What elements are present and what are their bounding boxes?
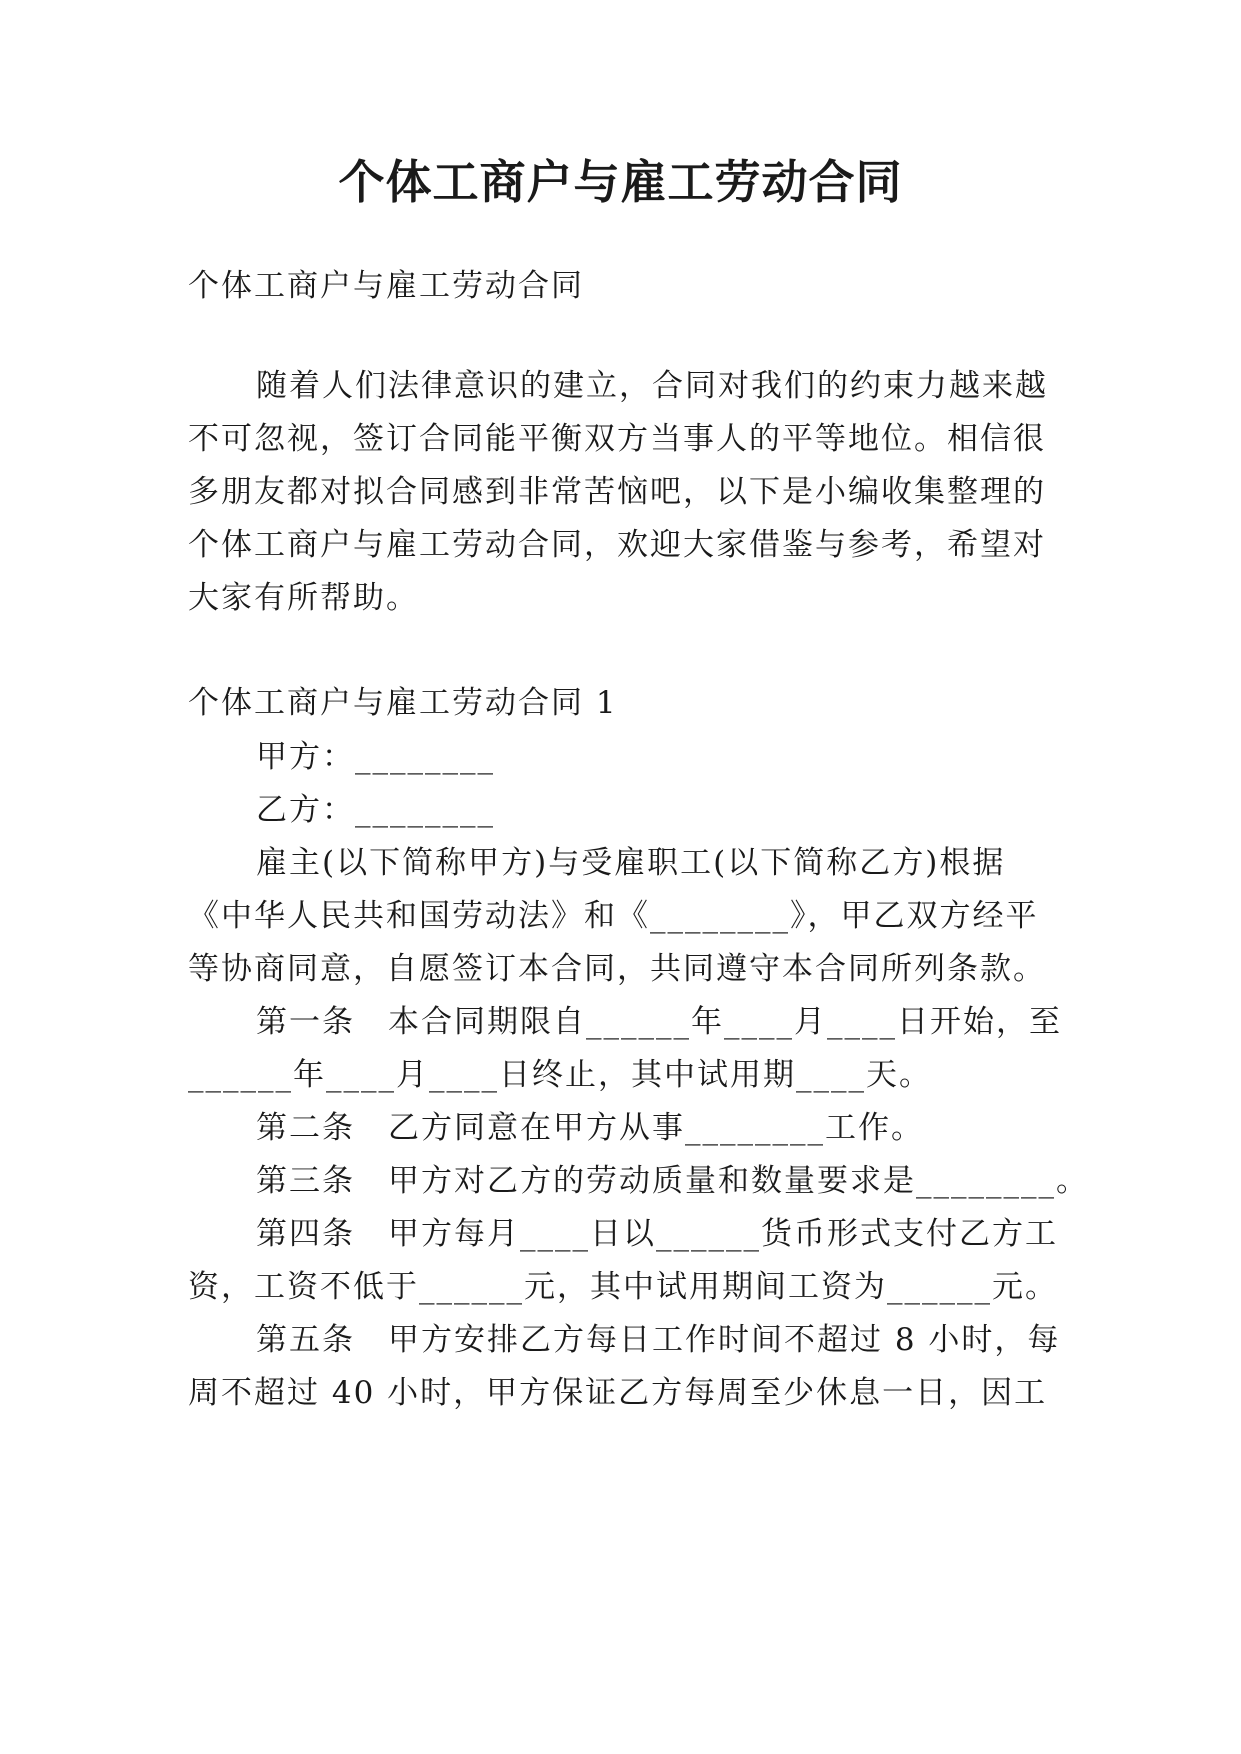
article-1-line: ______年____月____日终止，其中试用期____天。 bbox=[188, 1057, 932, 1093]
article-5-line: 第五条 甲方安排乙方每日工作时间不超过 8 小时，每 bbox=[256, 1322, 1061, 1358]
intro-line: 随着人们法律意识的建立，合同对我们的约束力越来越 bbox=[256, 368, 1048, 404]
article-2-line: 第二条 乙方同意在甲方从事________工作。 bbox=[256, 1110, 924, 1146]
party-a-line: 甲方：________ bbox=[256, 739, 495, 775]
intro-line: 多朋友都对拟合同感到非常苦恼吧，以下是小编收集整理的 bbox=[188, 474, 1046, 510]
article-3-line: 第三条 甲方对乙方的劳动质量和数量要求是________。 bbox=[256, 1163, 1089, 1199]
preamble-line: 等协商同意，自愿签订本合同，共同遵守本合同所列条款。 bbox=[188, 951, 1046, 987]
party-b-line: 乙方：________ bbox=[256, 792, 495, 828]
article-4-line: 资，工资不低于______元，其中试用期间工资为______元。 bbox=[188, 1269, 1058, 1305]
intro-line: 个体工商户与雇工劳动合同，欢迎大家借鉴与参考，希望对 bbox=[188, 527, 1046, 563]
preamble-line: 《中华人民共和国劳动法》和《________》，甲乙双方经平 bbox=[188, 898, 1039, 934]
article-1-line: 第一条 本合同期限自______年____月____日开始，至 bbox=[256, 1004, 1062, 1040]
article-5-line: 周不超过 40 小时，甲方保证乙方每周至少休息一日，因工 bbox=[188, 1375, 1048, 1411]
intro-line: 不可忽视，签订合同能平衡双方当事人的平等地位。相信很 bbox=[188, 421, 1046, 457]
subtitle-line: 个体工商户与雇工劳动合同 bbox=[188, 268, 584, 304]
intro-line: 大家有所帮助。 bbox=[188, 580, 419, 616]
preamble-line: 雇主(以下简称甲方)与受雇职工(以下简称乙方)根据 bbox=[256, 845, 1006, 881]
article-4-line: 第四条 甲方每月____日以______货币形式支付乙方工 bbox=[256, 1216, 1058, 1252]
section-heading: 个体工商户与雇工劳动合同 1 bbox=[188, 685, 618, 721]
document-title: 个体工商户与雇工劳动合同 bbox=[338, 155, 903, 209]
